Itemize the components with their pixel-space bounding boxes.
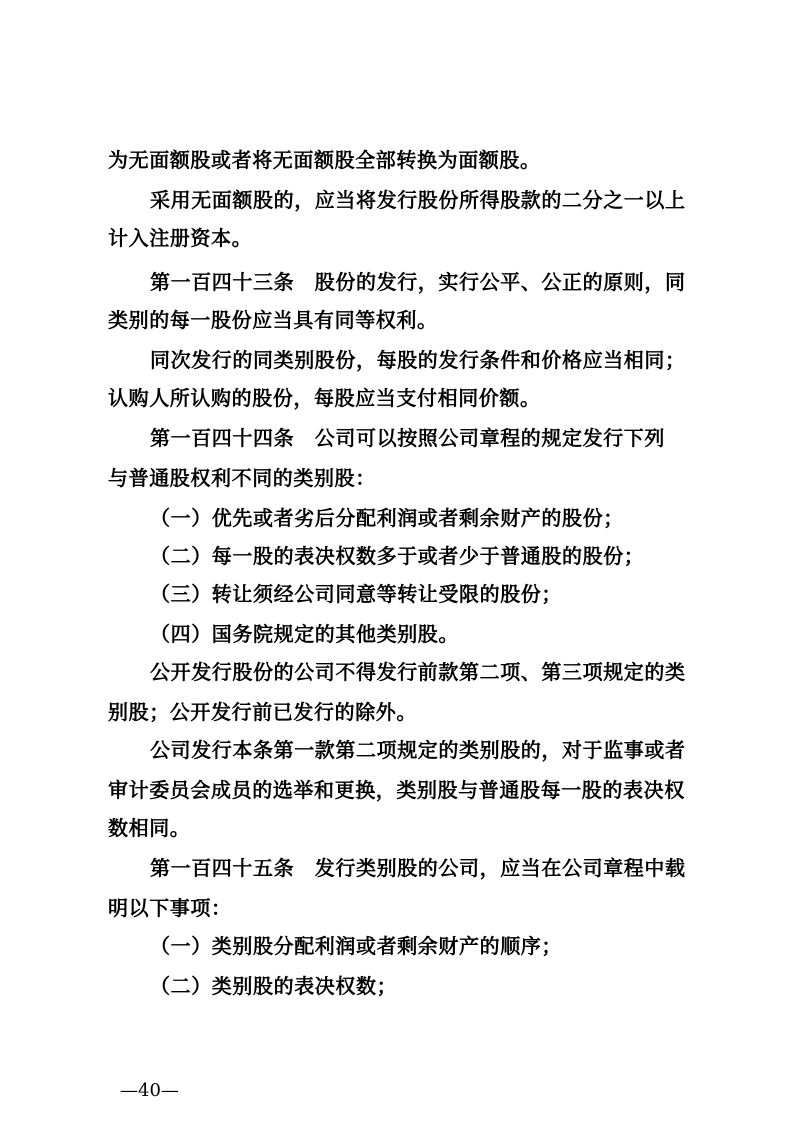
text-line: 公司发行本条第一款第二项规定的类别股的，对于监事或者 [150,738,686,762]
text-line: （三）转让须经公司同意等转让受限的股份； [150,582,562,606]
text-line: 计入注册资本。 [108,226,253,250]
text-line: 审计委员会成员的选举和更换，类别股与普通股每一股的表决权 [108,778,685,802]
text-line: （一）优先或者劣后分配利润或者剩余财产的股份； [150,506,624,530]
text-line: 别股；公开发行前已发行的除外。 [108,700,417,724]
text-line: 明以下事项： [108,896,232,920]
text-line: 采用无面额股的，应当将发行股份所得股款的二分之一以上 [150,188,686,212]
text-line: 第一百四十三条 股份的发行，实行公平、公正的原则，同 [150,270,686,294]
text-line: 认购人所认购的股份，每股应当支付相同价额。 [108,386,541,410]
text-line: （一）类别股分配利润或者剩余财产的顺序； [150,934,562,958]
text-line: 数相同。 [108,816,191,840]
text-line: 类别的每一股份应当具有同等权利。 [108,308,438,332]
text-line: 为无面额股或者将无面额股全部转换为面额股。 [108,148,541,172]
text-line: 公开发行股份的公司不得发行前款第二项、第三项规定的类 [150,660,686,684]
page-number: —40— [120,1080,179,1101]
text-line: （二）类别股的表决权数； [150,974,398,998]
text-line: 第一百四十四条 公司可以按照公司章程的规定发行下列 [150,426,665,450]
text-line: 第一百四十五条 发行类别股的公司，应当在公司章程中载 [150,856,686,880]
text-line: 与普通股权利不同的类别股： [108,466,376,490]
text-line: （二）每一股的表决权数多于或者少于普通股的股份； [150,544,645,568]
text-line: 同次发行的同类别股份，每股的发行条件和价格应当相同； [150,348,686,372]
text-line: （四）国务院规定的其他类别股。 [150,622,459,646]
